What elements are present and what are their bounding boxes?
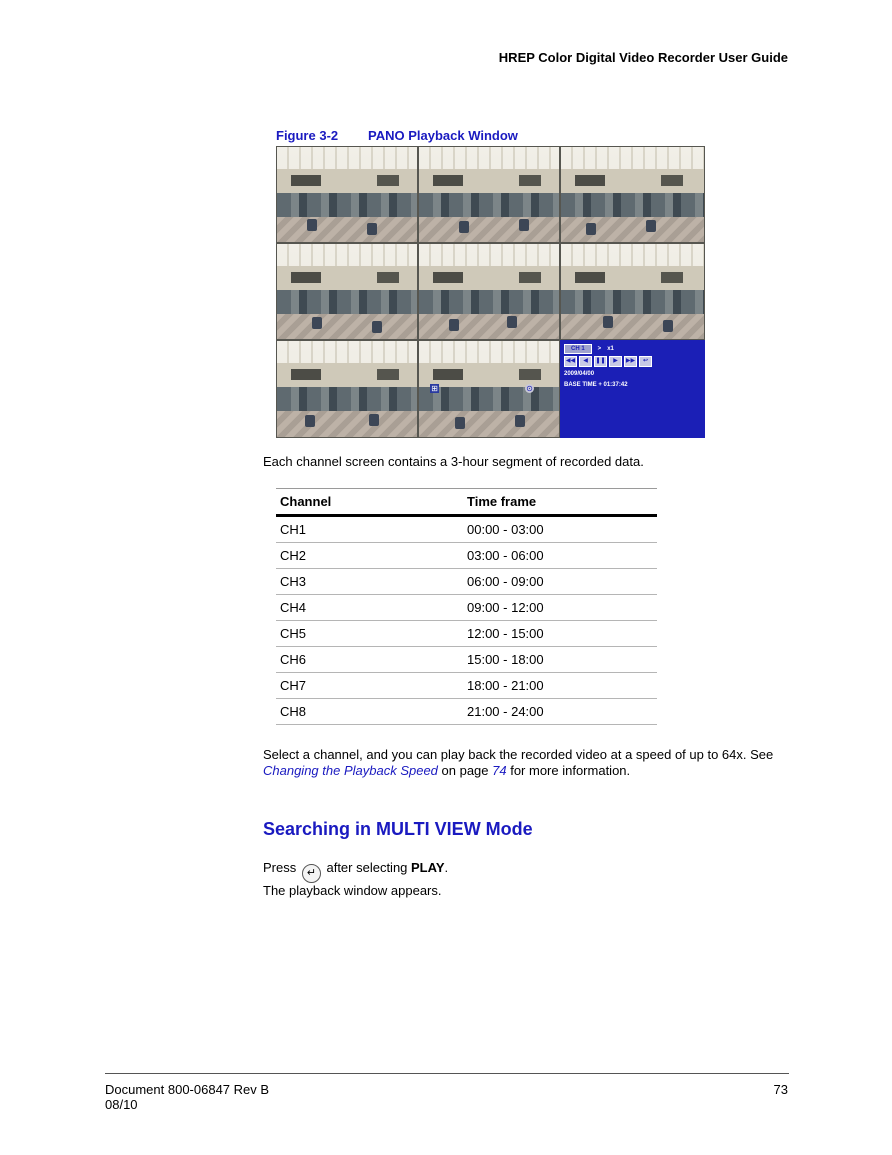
playback-date: 2009/04/00 xyxy=(564,371,595,377)
press-label: Press xyxy=(263,860,297,875)
playback-speed-link[interactable]: Changing the Playback Speed xyxy=(263,763,438,778)
channel-view-8 xyxy=(418,340,560,438)
channel-view-3 xyxy=(560,146,705,243)
figure-title: PANO Playback Window xyxy=(368,128,518,143)
channel-cell: CH8 xyxy=(276,699,463,725)
channel-cell: CH7 xyxy=(276,673,463,699)
cursor-icon: ⊙ xyxy=(526,384,533,393)
channel-view-1 xyxy=(276,146,418,243)
channel-select[interactable]: CH 1 xyxy=(564,344,592,354)
period: . xyxy=(444,860,449,875)
channel-cell: CH3 xyxy=(276,569,463,595)
window-appears-text: The playback window appears. xyxy=(263,883,442,898)
channel-view-5 xyxy=(418,243,560,340)
playback-control-panel xyxy=(560,340,705,438)
intro-paragraph: Each channel screen contains a 3-hour segment of recorded data. xyxy=(263,454,644,469)
fast-forward-button[interactable]: ▶▶ xyxy=(624,356,637,367)
play-button[interactable]: ▶ xyxy=(609,356,622,367)
time-frame-cell: 15:00 - 18:00 xyxy=(463,647,657,673)
time-frame-cell: 12:00 - 15:00 xyxy=(463,621,657,647)
pano-playback-screenshot xyxy=(276,146,705,438)
time-frame-cell: 06:00 - 09:00 xyxy=(463,569,657,595)
enter-icon: ↵ xyxy=(302,864,321,883)
channel-view-7 xyxy=(276,340,418,438)
channel-view-6 xyxy=(560,243,705,340)
section-heading: Searching in MULTI VIEW Mode xyxy=(263,819,533,839)
speed-indicator: x1 xyxy=(607,346,614,352)
table-row xyxy=(276,673,657,699)
table-row xyxy=(276,699,657,725)
fast-rewind-button[interactable]: ◀◀ xyxy=(564,356,577,367)
time-frame-cell: 21:00 - 24:00 xyxy=(463,699,657,725)
select-text-part3: for more information. xyxy=(506,763,631,778)
table-row xyxy=(276,569,657,595)
select-text-part1: Select a channel, and you can play back the recorded video at a speed of up to 64x. See xyxy=(263,747,774,762)
document-date: 08/10 xyxy=(105,1097,138,1112)
channel-cell: CH1 xyxy=(276,516,463,543)
rewind-button[interactable]: ◀ xyxy=(579,356,592,367)
table-header-row xyxy=(276,489,657,516)
table-row xyxy=(276,621,657,647)
table-header-time-frame: Time frame xyxy=(463,489,657,516)
channel-view-4 xyxy=(276,243,418,340)
time-frame-cell: 09:00 - 12:00 xyxy=(463,595,657,621)
select-text-part2: on page xyxy=(437,763,493,778)
table-row xyxy=(276,647,657,673)
figure-number: Figure 3-2 xyxy=(276,128,339,143)
table-row xyxy=(276,543,657,569)
channel-cell: CH5 xyxy=(276,621,463,647)
time-frame-cell: 18:00 - 21:00 xyxy=(463,673,657,699)
channel-cell: CH2 xyxy=(276,543,463,569)
select-channel-paragraph xyxy=(263,747,793,779)
return-button[interactable]: ↩ xyxy=(639,356,652,367)
pause-button[interactable]: ❚❚ xyxy=(594,356,607,367)
figure-caption xyxy=(276,128,518,143)
base-time: BASE TIME + 01:37:42 xyxy=(564,382,628,388)
channel-time-table xyxy=(276,488,657,725)
channel-view-2 xyxy=(418,146,560,243)
footer-divider xyxy=(105,1073,789,1074)
play-keyword: PLAY xyxy=(411,860,445,875)
table-row xyxy=(276,595,657,621)
table-header-channel: Channel xyxy=(276,489,463,516)
grid-icon: ⊞ xyxy=(431,384,438,393)
time-frame-cell: 00:00 - 03:00 xyxy=(463,516,657,543)
play-indicator: > xyxy=(597,346,602,352)
table-row xyxy=(276,516,657,543)
channel-cell: CH4 xyxy=(276,595,463,621)
running-header: HREP Color Digital Video Recorder User Guide xyxy=(498,50,788,65)
page-number: 73 xyxy=(773,1082,788,1097)
time-frame-cell: 03:00 - 06:00 xyxy=(463,543,657,569)
channel-cell: CH6 xyxy=(276,647,463,673)
footer-document-info xyxy=(105,1082,269,1112)
document-number: Document 800-06847 Rev B xyxy=(105,1082,270,1097)
page-74-link[interactable]: 74 xyxy=(492,763,507,778)
after-selecting-text: after selecting xyxy=(322,860,412,875)
press-instruction xyxy=(263,860,448,899)
